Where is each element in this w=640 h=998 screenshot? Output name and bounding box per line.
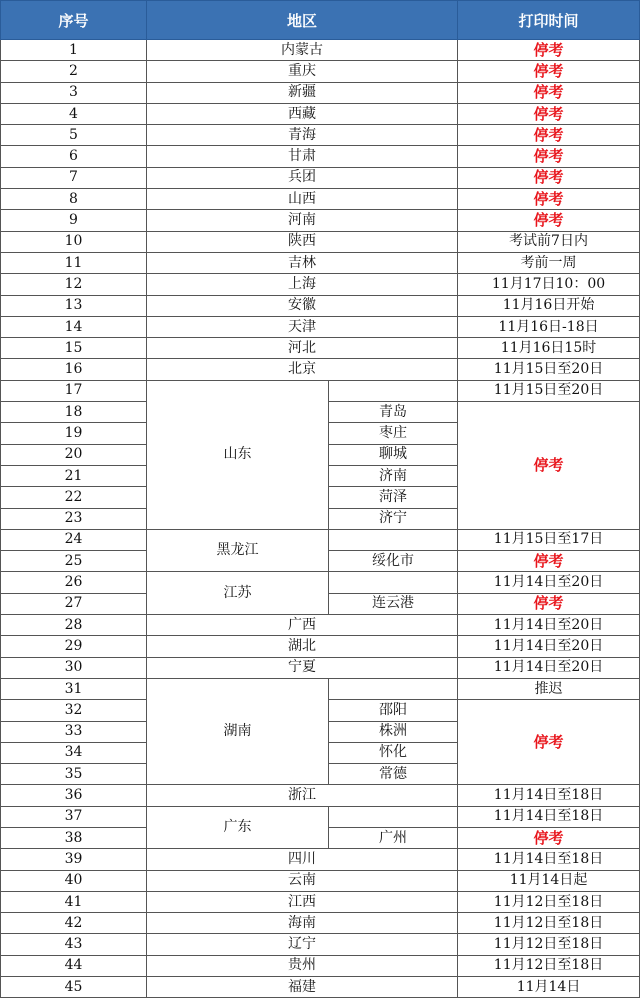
- row-time: 停考: [458, 189, 640, 210]
- row-subregion: [329, 380, 458, 401]
- row-num: 42: [1, 913, 147, 934]
- row-region: 上海: [147, 274, 458, 295]
- row-subregion: 怀化: [329, 742, 458, 763]
- row-num: 30: [1, 657, 147, 678]
- row-region: 贵州: [147, 955, 458, 976]
- row-num: 29: [1, 636, 147, 657]
- row-num: 13: [1, 295, 147, 316]
- row-region: 吉林: [147, 252, 458, 273]
- row-region: 新疆: [147, 82, 458, 103]
- row-time: 11月14日至20日: [458, 657, 640, 678]
- row-num: 24: [1, 529, 147, 550]
- table-row: [1, 934, 640, 955]
- row-num: 18: [1, 402, 147, 423]
- row-num: 5: [1, 125, 147, 146]
- row-time: 停考: [458, 146, 640, 167]
- row-num: 3: [1, 82, 147, 103]
- table-row: [1, 40, 640, 61]
- row-time: 11月15日至20日: [458, 380, 640, 401]
- table-row: [1, 572, 640, 593]
- row-num: 6: [1, 146, 147, 167]
- row-subregion: 济南: [329, 465, 458, 486]
- row-time: 11月14日至18日: [458, 785, 640, 806]
- row-num: 12: [1, 274, 147, 295]
- row-num: 15: [1, 338, 147, 359]
- row-time: 停考: [458, 103, 640, 124]
- row-region: 安徽: [147, 295, 458, 316]
- row-subregion: 连云港: [329, 593, 458, 614]
- row-subregion: 枣庄: [329, 423, 458, 444]
- table-row: [1, 61, 640, 82]
- table-row: [1, 189, 640, 210]
- row-time: 停考: [458, 210, 640, 231]
- table-row: [1, 103, 640, 124]
- row-num: 45: [1, 977, 147, 998]
- row-time: 11月14日至20日: [458, 615, 640, 636]
- table-row: [1, 870, 640, 891]
- table-row: [1, 955, 640, 976]
- table-row: [1, 167, 640, 188]
- row-region-group: 湖南: [147, 678, 329, 784]
- row-num: 14: [1, 316, 147, 337]
- table-row: [1, 891, 640, 912]
- row-num: 38: [1, 827, 147, 848]
- row-time: 11月16日15时: [458, 338, 640, 359]
- row-time: 停考: [458, 167, 640, 188]
- row-region: 甘肃: [147, 146, 458, 167]
- table-row: [1, 359, 640, 380]
- table-row: [1, 785, 640, 806]
- row-num: 2: [1, 61, 147, 82]
- row-num: 34: [1, 742, 147, 763]
- row-region-group: 山东: [147, 380, 329, 529]
- row-num: 32: [1, 700, 147, 721]
- row-region: 北京: [147, 359, 458, 380]
- row-subregion: 青岛: [329, 402, 458, 423]
- row-time: 11月14日至20日: [458, 636, 640, 657]
- row-time: 11月14日起: [458, 870, 640, 891]
- row-region: 四川: [147, 849, 458, 870]
- row-subregion: 绥化市: [329, 551, 458, 572]
- row-num: 31: [1, 678, 147, 699]
- header-row: [1, 1, 640, 40]
- row-time: 停考: [458, 82, 640, 103]
- row-num: 23: [1, 508, 147, 529]
- row-num: 7: [1, 167, 147, 188]
- row-region-group: 江苏: [147, 572, 329, 615]
- row-num: 41: [1, 891, 147, 912]
- row-subregion: 邵阳: [329, 700, 458, 721]
- row-num: 17: [1, 380, 147, 401]
- row-region: 重庆: [147, 61, 458, 82]
- row-region: 云南: [147, 870, 458, 891]
- row-region-group: 广东: [147, 806, 329, 849]
- table-row: [1, 295, 640, 316]
- row-region: 兵团: [147, 167, 458, 188]
- row-subregion: [329, 678, 458, 699]
- row-region: 内蒙古: [147, 40, 458, 61]
- row-num: 43: [1, 934, 147, 955]
- table-row: [1, 849, 640, 870]
- table-row: [1, 678, 640, 699]
- row-num: 25: [1, 551, 147, 572]
- row-num: 26: [1, 572, 147, 593]
- row-time: 11月14日至18日: [458, 806, 640, 827]
- row-time: 11月12日至18日: [458, 934, 640, 955]
- row-num: 1: [1, 40, 147, 61]
- row-time: 11月14日至18日: [458, 849, 640, 870]
- row-subregion: [329, 806, 458, 827]
- row-region: 辽宁: [147, 934, 458, 955]
- row-time: 考前一周: [458, 252, 640, 273]
- row-region: 河南: [147, 210, 458, 231]
- row-num: 28: [1, 615, 147, 636]
- row-time: 停考: [458, 125, 640, 146]
- header-time: 打印时间: [458, 1, 640, 40]
- row-region: 海南: [147, 913, 458, 934]
- row-time: 11月12日至18日: [458, 913, 640, 934]
- row-num: 39: [1, 849, 147, 870]
- row-subregion: 菏泽: [329, 487, 458, 508]
- row-region: 福建: [147, 977, 458, 998]
- row-time: 11月12日至18日: [458, 955, 640, 976]
- header-region: 地区: [147, 1, 458, 40]
- table-row: [1, 125, 640, 146]
- table-row: [1, 806, 640, 827]
- row-subregion: 济宁: [329, 508, 458, 529]
- row-region: 湖北: [147, 636, 458, 657]
- row-time: 11月16日-18日: [458, 316, 640, 337]
- row-num: 10: [1, 231, 147, 252]
- row-region: 广西: [147, 615, 458, 636]
- row-subregion: [329, 529, 458, 550]
- row-num: 9: [1, 210, 147, 231]
- row-time: 停考: [458, 593, 640, 614]
- row-region: 浙江: [147, 785, 458, 806]
- row-num: 19: [1, 423, 147, 444]
- row-subregion: 常德: [329, 764, 458, 785]
- table-row: [1, 657, 640, 678]
- table-row: [1, 977, 640, 998]
- table-row: [1, 316, 640, 337]
- row-subregion: [329, 572, 458, 593]
- row-subregion: 聊城: [329, 444, 458, 465]
- table-row: [1, 338, 640, 359]
- row-num: 21: [1, 465, 147, 486]
- row-region: 天津: [147, 316, 458, 337]
- row-time: 推迟: [458, 678, 640, 699]
- table-row: [1, 82, 640, 103]
- row-num: 4: [1, 103, 147, 124]
- table-row: [1, 231, 640, 252]
- row-time: 11月14日至20日: [458, 572, 640, 593]
- row-num: 8: [1, 189, 147, 210]
- row-region-group: 黑龙江: [147, 529, 329, 572]
- row-num: 20: [1, 444, 147, 465]
- row-num: 33: [1, 721, 147, 742]
- table-row: [1, 529, 640, 550]
- row-region: 陕西: [147, 231, 458, 252]
- row-num: 36: [1, 785, 147, 806]
- row-time: 11月17日10：00: [458, 274, 640, 295]
- row-time: 停考: [458, 61, 640, 82]
- row-num: 27: [1, 593, 147, 614]
- row-subregion: 广州: [329, 827, 458, 848]
- row-time: 停考: [458, 700, 640, 785]
- row-region: 宁夏: [147, 657, 458, 678]
- row-num: 22: [1, 487, 147, 508]
- header-num: 序号: [1, 1, 147, 40]
- table-row: [1, 636, 640, 657]
- row-time: 11月15日至20日: [458, 359, 640, 380]
- table-row: [1, 274, 640, 295]
- row-num: 40: [1, 870, 147, 891]
- row-num: 11: [1, 252, 147, 273]
- row-time: 11月14日: [458, 977, 640, 998]
- row-num: 44: [1, 955, 147, 976]
- row-region: 山西: [147, 189, 458, 210]
- row-time: 11月15日至17日: [458, 529, 640, 550]
- row-time: 停考: [458, 402, 640, 530]
- row-region: 江西: [147, 891, 458, 912]
- row-time: 考试前7日内: [458, 231, 640, 252]
- table-row: [1, 380, 640, 401]
- row-region: 青海: [147, 125, 458, 146]
- row-num: 16: [1, 359, 147, 380]
- table-row: [1, 913, 640, 934]
- row-time: 11月12日至18日: [458, 891, 640, 912]
- row-time: 停考: [458, 551, 640, 572]
- row-subregion: 株洲: [329, 721, 458, 742]
- table-row: [1, 146, 640, 167]
- row-time: 停考: [458, 827, 640, 848]
- table-row: [1, 615, 640, 636]
- table-row: [1, 210, 640, 231]
- row-region: 河北: [147, 338, 458, 359]
- row-time: 停考: [458, 40, 640, 61]
- row-num: 37: [1, 806, 147, 827]
- row-num: 35: [1, 764, 147, 785]
- table-row: [1, 252, 640, 273]
- row-region: 西藏: [147, 103, 458, 124]
- row-time: 11月16日开始: [458, 295, 640, 316]
